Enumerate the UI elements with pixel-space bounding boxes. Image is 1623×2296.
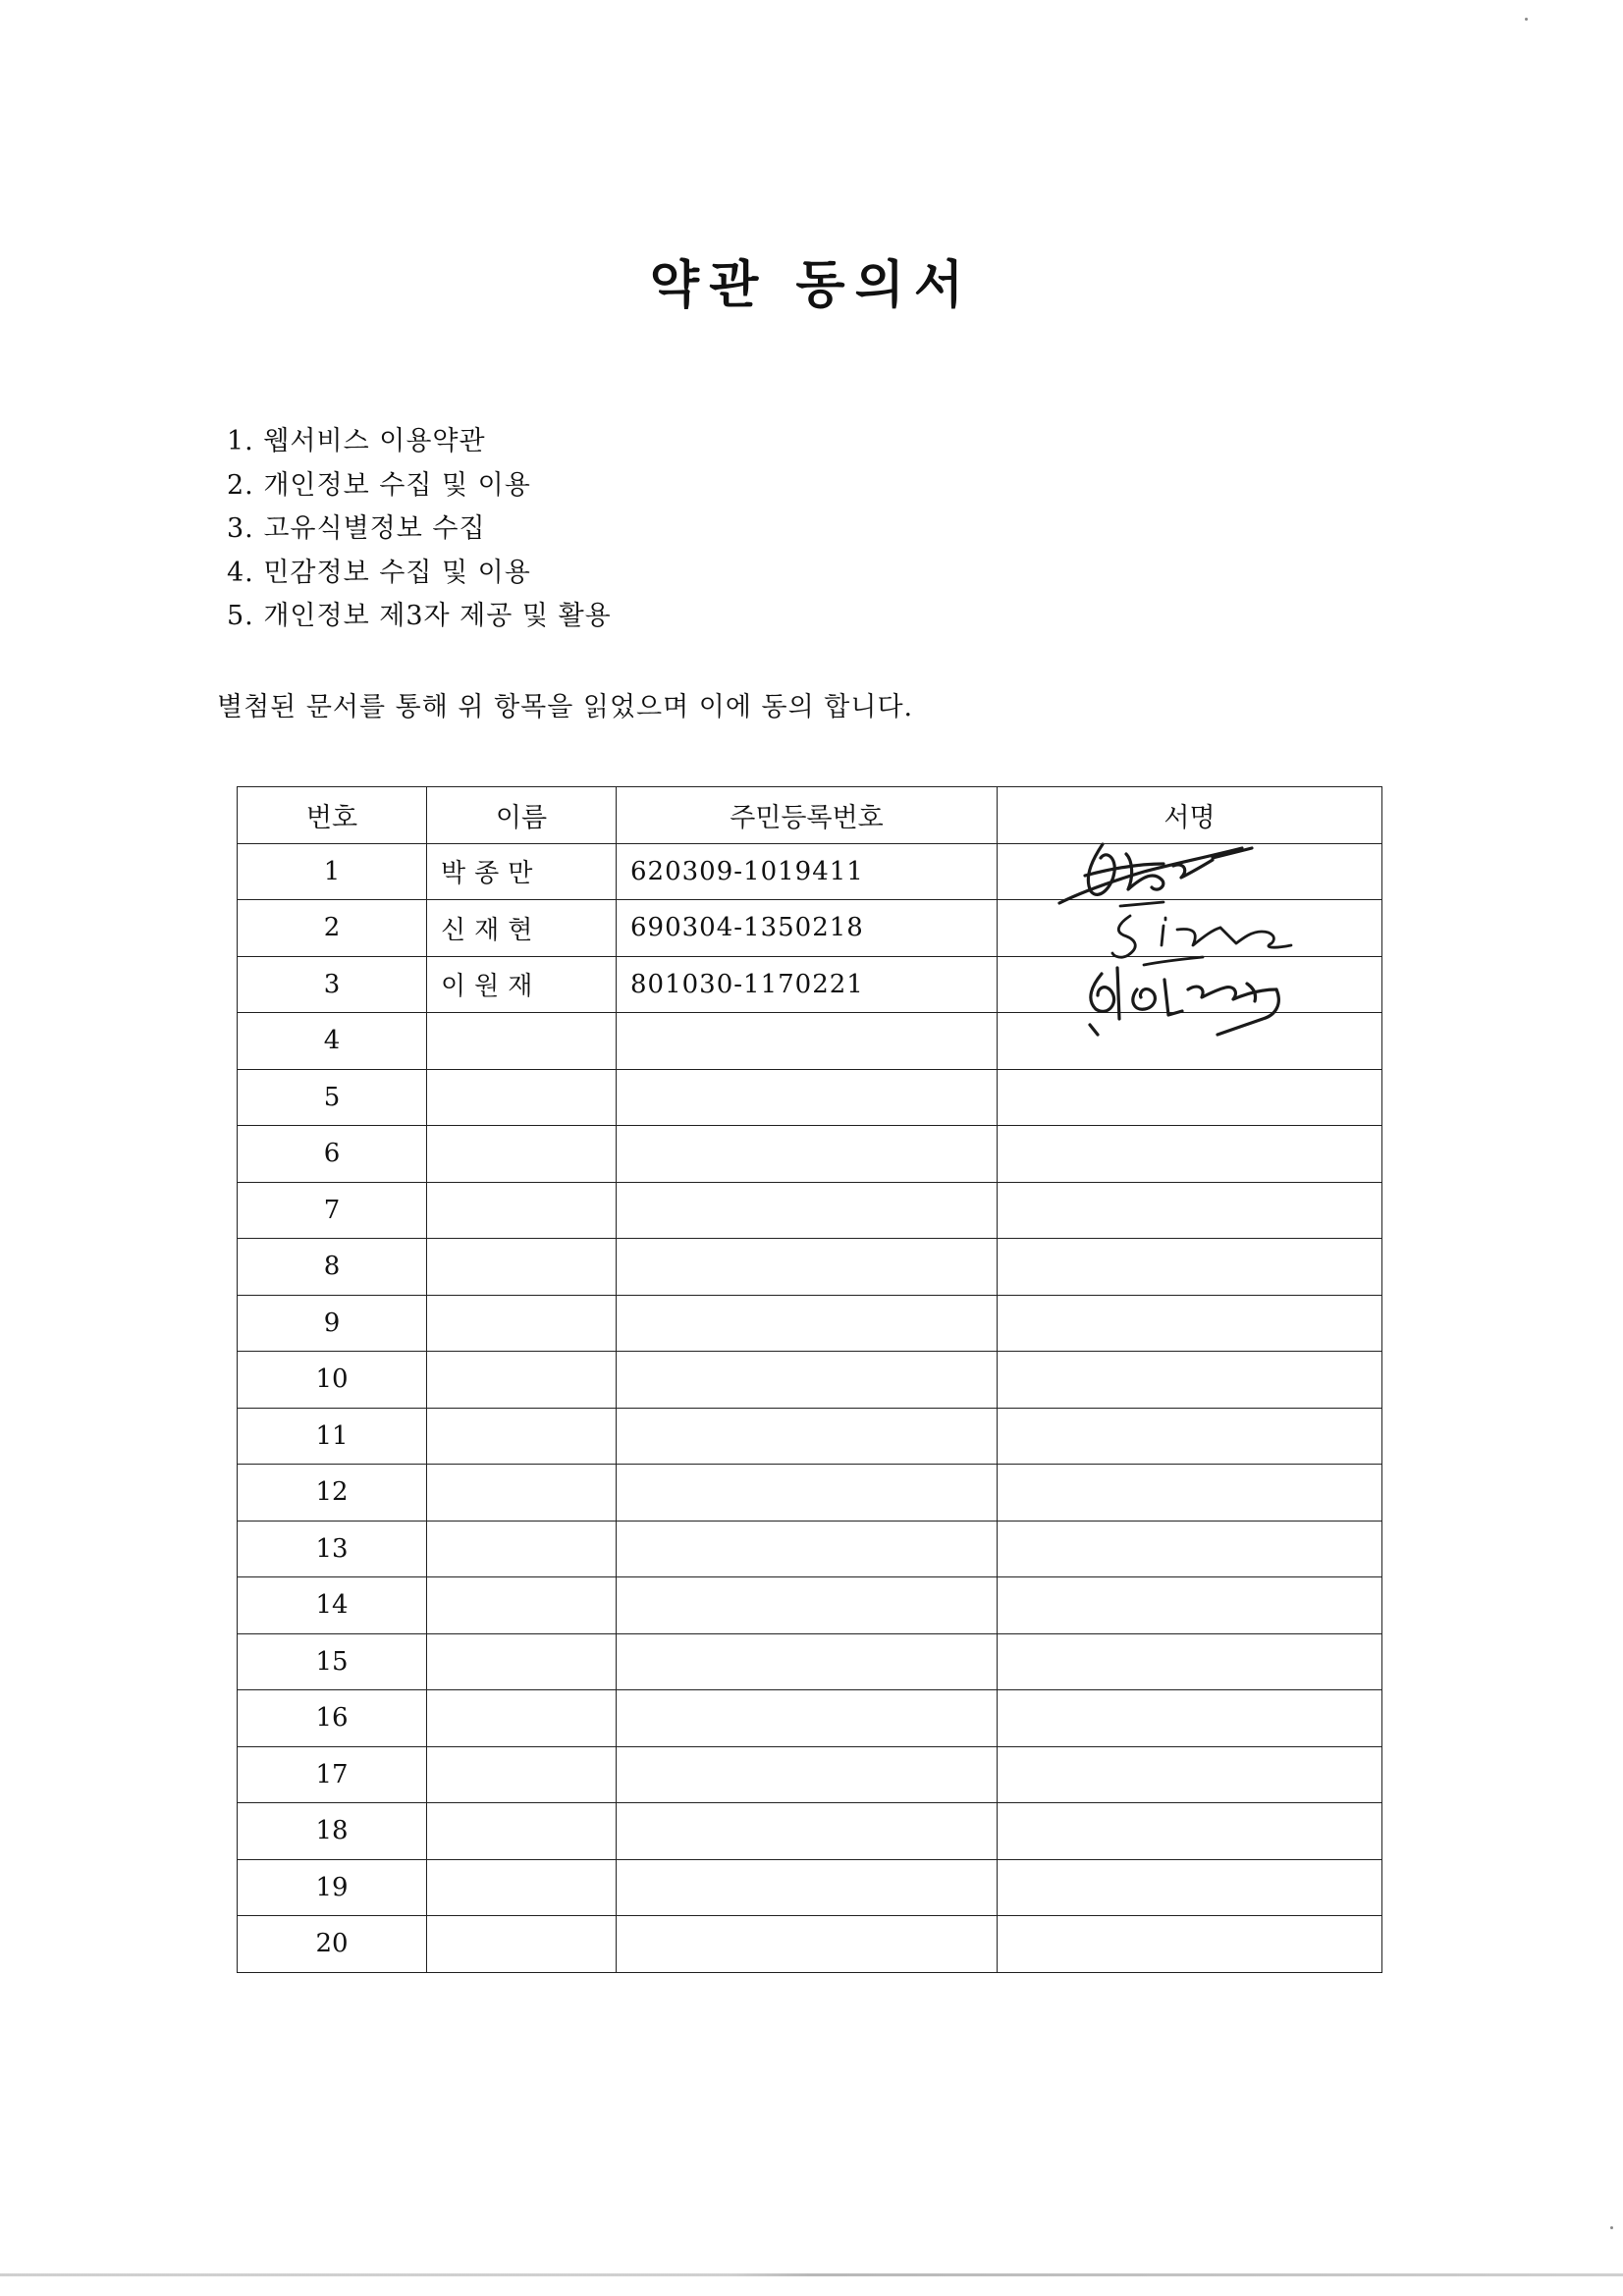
row-signature-cell: [998, 1690, 1382, 1747]
row-signature-cell: [998, 1521, 1382, 1577]
table-row: [238, 900, 1382, 957]
terms-item: 4. 민감정보 수집 및 이용: [227, 557, 531, 588]
row-number: 2: [238, 900, 427, 957]
row-name: [427, 1126, 617, 1183]
row-name: [427, 1182, 617, 1239]
header-number: 번호: [238, 787, 427, 844]
row-number: 11: [238, 1408, 427, 1465]
row-number: 14: [238, 1577, 427, 1634]
row-number: 19: [238, 1859, 427, 1916]
row-number: 5: [238, 1069, 427, 1126]
row-name: [427, 1352, 617, 1409]
row-rrn: [617, 1295, 998, 1352]
row-name: 이원재: [427, 956, 617, 1013]
row-rrn: 620309-1019411: [617, 843, 998, 900]
table-body: [238, 843, 1382, 1972]
row-name: [427, 1803, 617, 1860]
table-row: [238, 1465, 1382, 1522]
row-rrn: 690304-1350218: [617, 900, 998, 957]
row-number: 10: [238, 1352, 427, 1409]
terms-item: 2. 개인정보 수집 및 이용: [227, 469, 531, 501]
row-number: 6: [238, 1126, 427, 1183]
header-name: 이름: [427, 787, 617, 844]
row-name: [427, 1408, 617, 1465]
terms-list: [227, 420, 612, 639]
row-rrn: 801030-1170221: [617, 956, 998, 1013]
scan-edge-line: [0, 2273, 1623, 2276]
row-signature-cell: [998, 1239, 1382, 1296]
row-number: 1: [238, 843, 427, 900]
row-number: 3: [238, 956, 427, 1013]
row-rrn: [617, 1803, 998, 1860]
row-rrn: [617, 1069, 998, 1126]
row-number: 4: [238, 1013, 427, 1070]
row-number: 12: [238, 1465, 427, 1522]
terms-item: 1. 웹서비스 이용약관: [227, 426, 486, 456]
table-row: [238, 1126, 1382, 1183]
row-signature-cell: [998, 1352, 1382, 1409]
row-number: 20: [238, 1916, 427, 1973]
row-rrn: [617, 1916, 998, 1973]
row-name: [427, 1239, 617, 1296]
scan-speck: [1610, 2226, 1613, 2229]
row-number: 15: [238, 1633, 427, 1690]
row-rrn: [617, 1577, 998, 1634]
row-name: [427, 1069, 617, 1126]
row-rrn: [617, 1521, 998, 1577]
scan-speck: [1525, 18, 1528, 21]
row-signature-cell: [998, 1408, 1382, 1465]
table-row: [238, 1633, 1382, 1690]
row-rrn: [617, 1633, 998, 1690]
row-signature-cell: [998, 900, 1382, 957]
row-signature-cell: [998, 956, 1382, 1013]
row-name: [427, 1465, 617, 1522]
table-row: [238, 1295, 1382, 1352]
table-row: [238, 1577, 1382, 1634]
table-row: [238, 843, 1382, 900]
terms-item: 5. 개인정보 제3자 제공 및 활용: [227, 601, 612, 631]
row-name: [427, 1521, 617, 1577]
row-name: [427, 1577, 617, 1634]
table-row: [238, 1352, 1382, 1409]
row-rrn: [617, 1239, 998, 1296]
row-rrn: [617, 1352, 998, 1409]
header-signature: 서명: [998, 787, 1382, 844]
row-signature-cell: [998, 1633, 1382, 1690]
row-number: 8: [238, 1239, 427, 1296]
row-name: [427, 1746, 617, 1803]
header-rrn: 주민등록번호: [617, 787, 998, 844]
row-number: 7: [238, 1182, 427, 1239]
row-number: 17: [238, 1746, 427, 1803]
table-row: [238, 1408, 1382, 1465]
table-row: [238, 1521, 1382, 1577]
table-row: [238, 1859, 1382, 1916]
row-signature-cell: [998, 1013, 1382, 1070]
row-signature-cell: [998, 1916, 1382, 1973]
row-name: [427, 1859, 617, 1916]
table-row: [238, 1916, 1382, 1973]
row-signature-cell: [998, 1803, 1382, 1860]
document-title: 약관 동의서: [649, 256, 974, 315]
row-name: [427, 1690, 617, 1747]
row-rrn: [617, 1126, 998, 1183]
table-row: [238, 1803, 1382, 1860]
row-signature-cell: [998, 1465, 1382, 1522]
row-rrn: [617, 1465, 998, 1522]
table-header-row: [238, 787, 1382, 844]
row-rrn: [617, 1746, 998, 1803]
table-row: [238, 1069, 1382, 1126]
table-row: [238, 1746, 1382, 1803]
row-number: 16: [238, 1690, 427, 1747]
row-signature-cell: [998, 1069, 1382, 1126]
row-rrn: [617, 1013, 998, 1070]
row-signature-cell: [998, 1182, 1382, 1239]
row-rrn: [617, 1182, 998, 1239]
row-number: 18: [238, 1803, 427, 1860]
row-number: 9: [238, 1295, 427, 1352]
row-name: 신재현: [427, 900, 617, 957]
row-name: 박종만: [427, 843, 617, 900]
row-name: [427, 1295, 617, 1352]
row-rrn: [617, 1690, 998, 1747]
signature-table-container: [237, 786, 1382, 1973]
row-signature-cell: [998, 1859, 1382, 1916]
row-signature-cell: [998, 1126, 1382, 1183]
row-number: 13: [238, 1521, 427, 1577]
row-signature-cell: [998, 1746, 1382, 1803]
row-name: [427, 1013, 617, 1070]
row-rrn: [617, 1859, 998, 1916]
row-name: [427, 1633, 617, 1690]
signature-table: [237, 786, 1382, 1973]
row-signature-cell: [998, 1577, 1382, 1634]
consent-statement: 별첨된 문서를 통해 위 항목을 읽었으며 이에 동의 합니다.: [217, 692, 914, 722]
table-row: [238, 1013, 1382, 1070]
table-row: [238, 956, 1382, 1013]
row-name: [427, 1916, 617, 1973]
terms-item: 3. 고유식별정보 수집: [227, 513, 486, 544]
table-row: [238, 1239, 1382, 1296]
row-signature-cell: [998, 843, 1382, 900]
row-rrn: [617, 1408, 998, 1465]
table-row: [238, 1182, 1382, 1239]
table-row: [238, 1690, 1382, 1747]
row-signature-cell: [998, 1295, 1382, 1352]
